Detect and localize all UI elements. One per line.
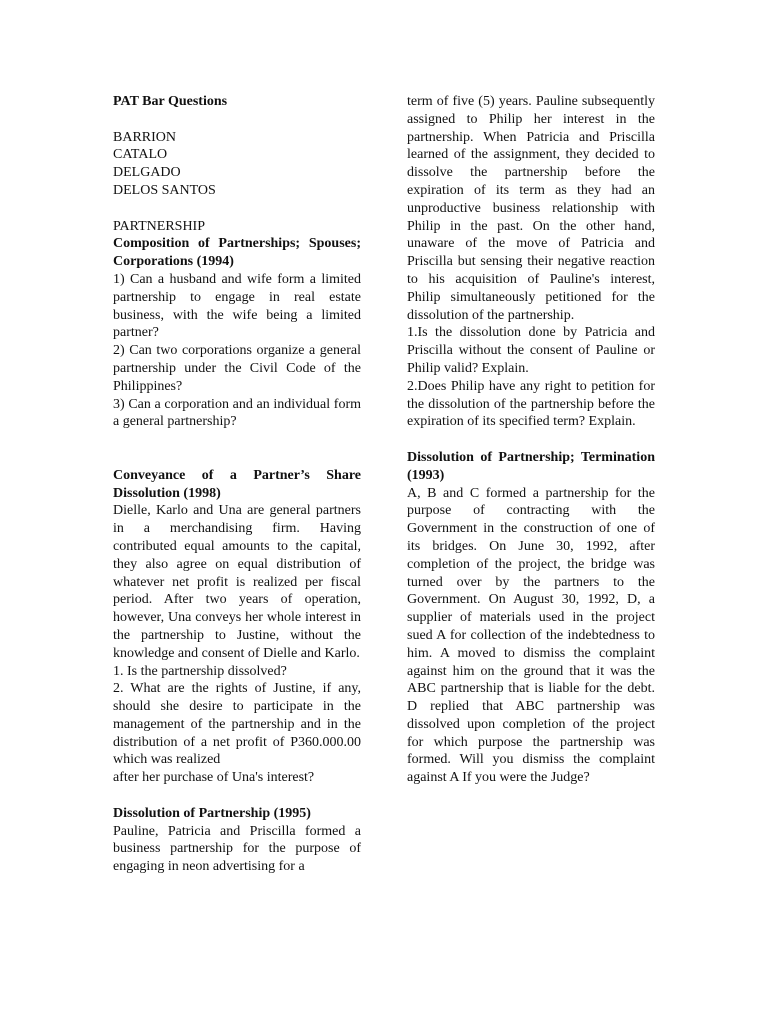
topic-heading: PARTNERSHIP	[113, 218, 206, 234]
question-text: 2) Can two corporations organize a general partnership under the Civil Code of the Philippines?	[113, 343, 361, 394]
document-title: PAT Bar Questions	[113, 94, 228, 109]
paragraph-text: Pauline, Patricia and Priscilla formed a business partnership for the purpose of engaging in neon advertising for a	[113, 823, 361, 875]
paragraph-text: A, B and C formed a partnership for the purpose of contracting with the Government in the construction of one of its bridges. On June 30, 1992, after completion of the project, the bridge was turned over by the partners to the Government. On August 30, 1992, D, a supplier of materials used in the project sued A for collection of the indebtedness to him. A moved to dismiss the complaint against him on the ground that it was the ABC partnership that is liable for the debt. D replied that ABC partnership was dissolved upon completion of the project for which purpose the partnership was formed. Will you dismiss the complaint against A If you were the Judge?	[407, 485, 655, 786]
question-text: 3) Can a corporation and an individual form a general partnership?	[113, 396, 361, 430]
question-text: 1. Is the partnership dissolved?	[113, 663, 287, 679]
paragraph-text: term of five (5) years. Pauline subsequently assigned to Philip her interest in the partnership. When Patricia and Priscilla learned of the assignment, they decided to dissolve the partnership before the expiration of its term as they had an unproductive business relationship with Philip in the past. On the other hand, unaware of the move of Patricia and Priscilla but sensing their negative reaction to his acquisition of Pauline's interest, Philip simultaneously petitioned for the dissolution of the partnership.	[407, 94, 655, 323]
section-heading: Conveyance of a Partner’s Share Dissolution (1998)	[113, 467, 361, 501]
right-column	[407, 93, 655, 787]
paragraph-text: Dielle, Karlo and Una are general partners in a merchandising firm. Having contributed equal amounts to the capital, they also agree on equal distribution of whatever net profit is realized per fiscal period. After two years of operation, however, Una conveys her whole interest in the partnership to Justine, without the knowledge and consent of Dielle and Karlo.	[113, 503, 361, 661]
section-heading: Composition of Partnerships; Spouses; Corporations (1994)	[113, 236, 361, 270]
question-text: after her purchase of Una's interest?	[113, 770, 315, 786]
author-name: DELOS SANTOS	[113, 182, 216, 198]
question-text: 1) Can a husband and wife form a limited partnership to engage in real estate business, with the wife being a limited partner?	[113, 271, 361, 341]
author-name: CATALO	[113, 147, 168, 163]
question-text: 1.Is the dissolution done by Patricia and Priscilla without the consent of Pauline or Philip valid? Explain.	[407, 325, 655, 376]
author-name: DELGADO	[113, 165, 181, 181]
left-column	[113, 93, 361, 876]
section-heading: Dissolution of Partnership; Termination (1993)	[407, 449, 655, 483]
question-text: 2.Does Philip have any right to petition for the dissolution of the partnership before the expiration of its specified term? Explain.	[407, 378, 655, 430]
section-heading: Dissolution of Partnership (1995)	[113, 805, 311, 821]
author-name: BARRION	[113, 129, 177, 145]
question-text: 2. What are the rights of Justine, if any, should she desire to participate in the management of the partnership and in the distribution of a net profit of P360.000.00 which was realized	[113, 681, 361, 768]
